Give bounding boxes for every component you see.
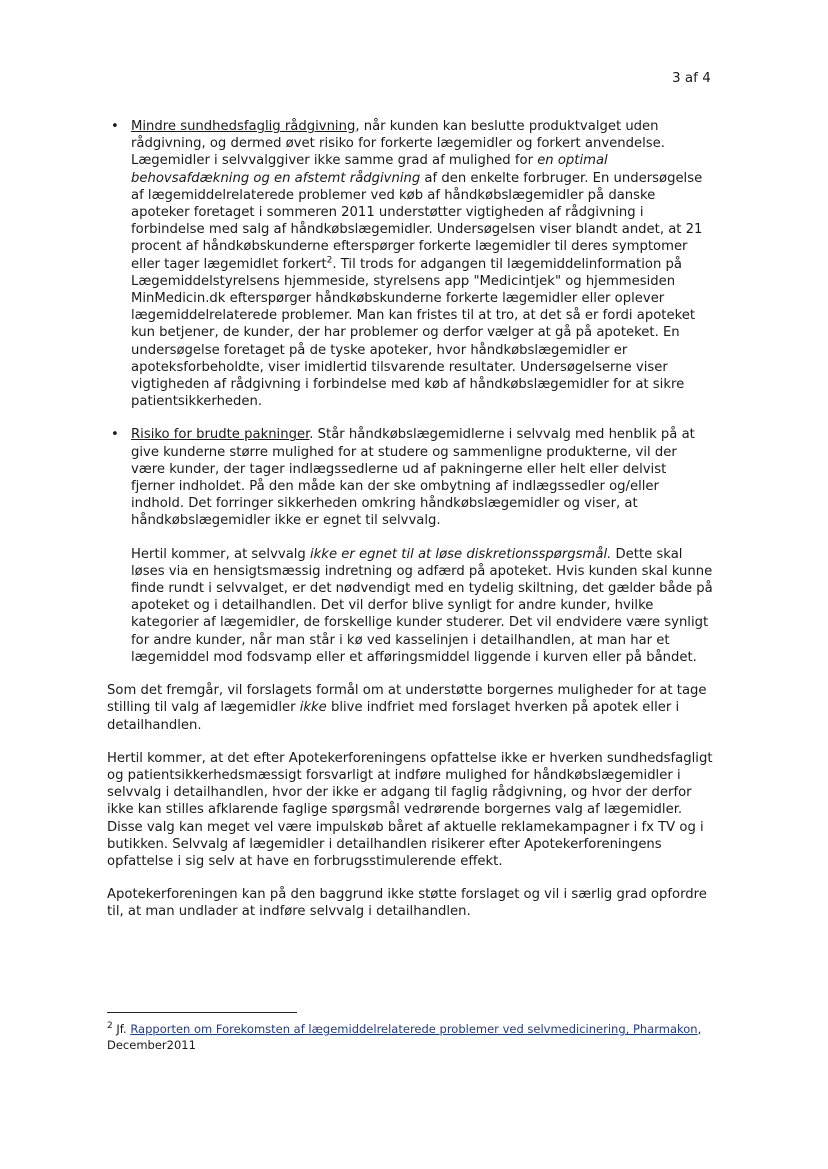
bullet-text: af den enkelte forbruger. En undersøgelse af lægemiddelrelaterede problemer ved køb af håndkøbslægemidler på danske apoteker foretaget i sommeren 2011 understøtter vigtigheden af rådgivning i forbindelse med salg af håndkøbslægemidler. Undersøgelsen viser blandt andet, at 21 procent af håndkøbskunderne efterspørger forkerte lægemidler til deres symptomer eller tager lægemidlet forkert — [131, 170, 703, 272]
footnote — [107, 1022, 713, 1053]
paragraph-text: blive indfriet med forslaget hverken på apotek eller i detailhandlen. — [107, 700, 680, 733]
bullet-heading: Mindre sundhedsfaglig rådgivning — [131, 119, 356, 134]
document-body — [107, 118, 713, 937]
page-number: 3 af 4 — [672, 70, 711, 86]
paragraph-italic-text: ikke — [299, 700, 327, 716]
paragraph: Hertil kommer, at det efter Apotekerforeningens opfattelse ikke er hverken sundhedsfagligt og patientsikkerhedsmæssigt forsvarligt at indføre mulighed for håndkøbslægemidler i selvvalg i detailhandlen, hvor der ikke er adgang til faglig rådgivning, og hvor der derfor ikke kan stilles afklarende faglige spørgsmål vedrørende borgernes valg af lægemidler. Disse valg kan meget vel være impulskøb båret af aktuelle reklamekampagner i fx TV og i butikken. Selvvalg af lægemidler i detailhandlen risikerer efter Apotekerforeningens opfattelse i sig selv at have en forbrugsstimulerende effekt. — [107, 750, 713, 869]
bullet-heading: Risiko for brudte pakninger — [131, 427, 310, 443]
footnote-link[interactable]: Rapporten om Forekomsten af lægemiddelrelaterede problemer ved selvmedicinering, Pharmakon — [130, 1022, 698, 1036]
paragraph-italic-text: ikke er egnet til at løse diskretionsspørgsmål. — [310, 546, 612, 562]
paragraph-text: Hertil kommer, at selvvalg — [131, 546, 310, 562]
paragraph: Apotekerforeningen kan på den baggrund ikke støtte forslaget og vil i særlig grad opfordre til, at man undlader at indføre selvvalg i detailhandlen. — [107, 887, 707, 920]
bullet-dot-icon: • — [111, 427, 119, 443]
bullet-text: . Står håndkøbslægemidlerne i selvvalg med henblik på at give kunderne større mulighed for at studere og sammenligne produkterne, vil der være kunder, der tager indlægssedlerne ud af pakningerne eller helt eller delvist fjerner indholdet. På den måde kan der ske ombytning af indlægssedler og/eller indhold. Det forringer sikkerheden omkring håndkøbslægemidler og viser, at håndkøbslægemidler ikke er egnet til selvvalg. — [131, 427, 695, 529]
bullet-text: . Til trods for adgangen til lægemiddelinformation på Lægemiddelstyrelsens hjemmeside, styrelsens app "Medicintjek" og hjemmesiden MinMedicin.dk efterspørger håndkøbskunderne forkerte lægemidler eller oplever lægemiddelrelaterede problemer. Man kan fristes til at tro, at det så er fordi apoteket kun betjener, de kunder, der har problemer og derfor vælger at gå på apoteket. En undersøgelse foretaget på de tyske apoteker, hvor håndkøbslægemidler er apoteksforbeholdte, viser imidlertid tilsvarende resultater. Undersøgelserne viser vigtigheden af rådgivning i forbindelse med køb af håndkøbslægemidler for at sikre patientsikkerheden. — [131, 256, 696, 410]
paragraph-text: Dette skal løses via en hensigtsmæssig indretning og adfærd på apoteket. Hvis kunden skal kunne finde rundt i selvvalget, er det nødvendigt med en tydelig skiltning, det gælder både på apoteket og i detailhandlen. Det vil derfor blive synligt for andre kunder, hvilke kategorier af lægemidler, de forskellige kunder studerer. Det vil endvidere være synligt for andre kunder, når man står i kø ved kasselinjen i detailhandlen, at man har et lægemiddel mod fodsvamp eller et afføringsmiddel liggende i kurven eller på båndet. — [131, 546, 713, 665]
bullet-item — [107, 426, 713, 529]
footnote-marker: 2 — [107, 1021, 113, 1032]
bullet-dot-icon: • — [111, 119, 119, 134]
bullet-text: , når kunden kan beslutte produktvalget uden rådgivning, og dermed øvet risiko for forkerte lægemidler og forkert anvendelse. Lægemidler i selvvalggiver ikke samme grad af mulighed for — [131, 119, 665, 169]
footnote-ref[interactable]: 2 — [326, 255, 333, 266]
footnote-divider — [107, 1012, 297, 1013]
paragraph — [107, 682, 713, 734]
paragraph-text: Som det fremgår, vil forslagets formål om at understøtte borgernes muligheder for at tage stilling til valg af lægemidler — [107, 683, 707, 716]
footnote-suffix: , December2011 — [107, 1022, 702, 1052]
indented-paragraph — [107, 546, 713, 666]
footnote-prefix: Jf. — [112, 1022, 131, 1036]
bullet-italic-text: en optimal behovsafdækning og en afstemt rådgivning — [131, 153, 608, 186]
bullet-item — [107, 118, 713, 410]
